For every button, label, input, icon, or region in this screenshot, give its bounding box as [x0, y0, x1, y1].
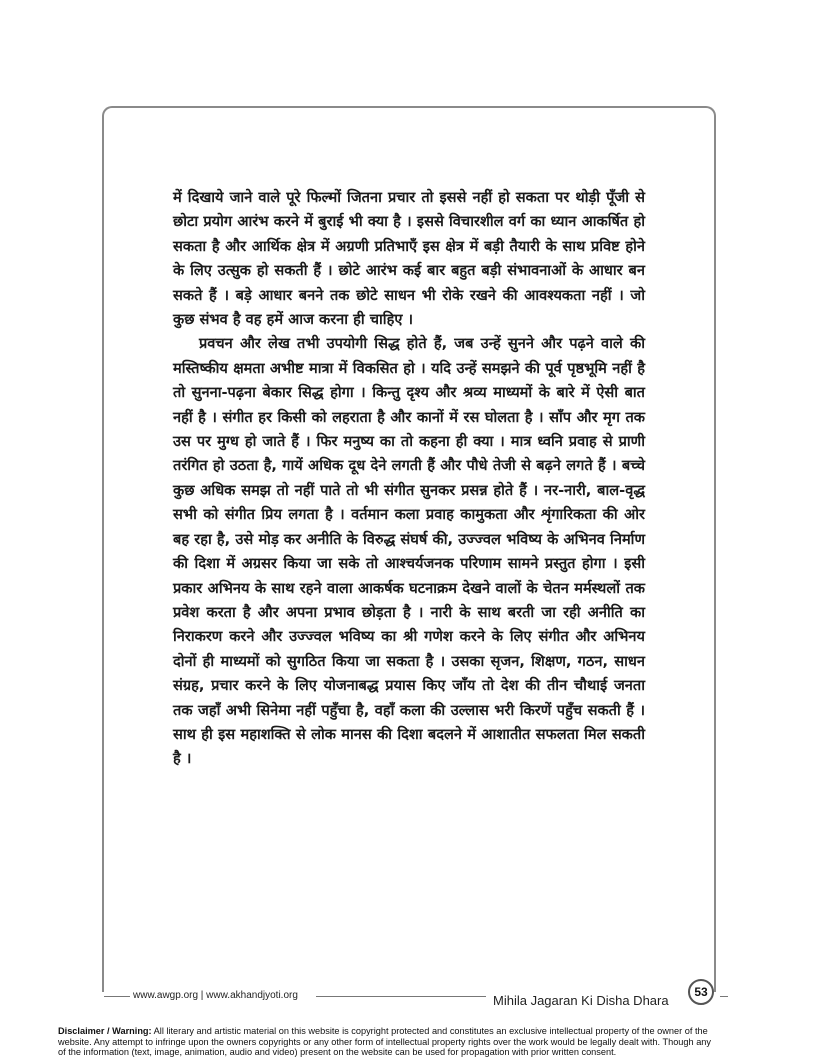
disclaimer-text: All literary and artistic material on this website is copyright protected and constitutes an exclusive intellectual property of the owner of the website. Any attempt to infringe upon the owners copyrights or any other form of intellectual property rights over the work would be legally dealt with. Though any of the information (text, image, animation, audio and video) present on the website can be used for propagation with prior written consent. — [58, 1026, 712, 1057]
footer-websites[interactable]: www.awgp.org | www.akhandjyoti.org — [133, 990, 298, 1001]
page-number-badge — [688, 979, 714, 1005]
page-number: 53 — [694, 985, 708, 999]
footer-book-title: Mihila Jagaran Ki Disha Dhara — [493, 993, 669, 1008]
footer-rule-right — [720, 996, 728, 997]
disclaimer-label: Disclaimer / Warning: — [58, 1026, 152, 1036]
footer-rule-mid — [316, 996, 486, 997]
footer-rule-left — [104, 996, 130, 997]
paragraph-2: प्रवचन और लेख तभी उपयोगी सिद्ध होते हैं, जब उन्हें सुनने और पढ़ने वाले की मस्तिष्कीय क्षमता अभीष्ट मात्रा में विकसित हो । यदि उन्हें समझने की पूर्व पृष्ठभूमि नहीं है तो सुनना-पढ़ना बेकार सिद्ध होगा । किन्तु दृश्य और श्रव्य माध्यमों के बारे में ऐसी बात नहीं है । संगीत हर किसी को लहराता है और कानों में रस घोलता है । साँप और मृग तक उस पर मुग्ध हो जाते हैं । फिर मनुष्य का तो कहना ही क्या । मात्र ध्वनि प्रवाह से प्राणी तरंगित हो उठता है, गायें अधिक दूध देने लगती हैं और पौधे तेजी से बढ़ने लगते हैं । बच्चे कुछ अधिक समझ तो नहीं पाते तो भी संगीत सुनकर प्रसन्न होते हैं । नर-नारी, बाल-वृद्ध सभी को संगीत प्रिय लगता है । वर्तमान कला प्रवाह कामुकता और शृंगारिकता की ओर बह रहा है, उसे मोड़ कर अनीति के विरुद्ध संघर्ष की, उज्ज्वल भविष्य के अभिनव निर्माण की दिशा में अग्रसर किया जा सके तो आश्चर्यजनक परिणाम सामने प्रस्तुत होगा । इसी प्रकार अभिनय के साथ रहने वाला आकर्षक घटनाक्रम देखने वालों के चेतन मर्मस्थलों तक प्रवेश करता है और अपना प्रभाव छोड़ता है । नारी के साथ बरती जा रही अनीति का निराकरण करने और उज्ज्वल भविष्य का श्री गणेश करने के लिए संगीत और अभिनय दोनों ही माध्यमों को सुगठित किया जा सकता है । उसका सृजन, शिक्षण, गठन, साधन संग्रह, प्रचार करने के लिए योजनाबद्ध प्रयास किए जाँय तो देश की तीन चौथाई जनता तक जहाँ अभी सिनेमा नहीं पहुँचा है, वहाँ कला की उल्लास भरी किरणें पहुँच सकती हैं । साथ ही इस महाशक्ति से लोक मानस की दिशा बदलने में आशातीत सफलता मिल सकती है । — [173, 335, 645, 768]
paragraph-1: में दिखाये जाने वाले पूरे फिल्मों जितना प्रचार तो इससे नहीं हो सकता पर थोड़ी पूँजी से छोटा प्रयोग आरंभ करने में बुराई भी क्या है । इससे विचारशील वर्ग का ध्यान आकर्षित हो सकता है और आर्थिक क्षेत्र में अग्रणी प्रतिभाएँ इस क्षेत्र में बड़ी तैयारी के साथ प्रविष्ट होने के लिए उत्सुक हो सकती हैं । छोटे आरंभ कई बार बहुत बड़ी संभावनाओं के आधार बन सकते हैं । बड़े आधार बनने तक छोटे साधन भी रोके रखने की आवश्यकता नहीं । जो कुछ संभव है वह हमें आज करना ही चाहिए । — [173, 189, 645, 329]
article-body — [173, 186, 645, 772]
disclaimer — [58, 1026, 718, 1058]
